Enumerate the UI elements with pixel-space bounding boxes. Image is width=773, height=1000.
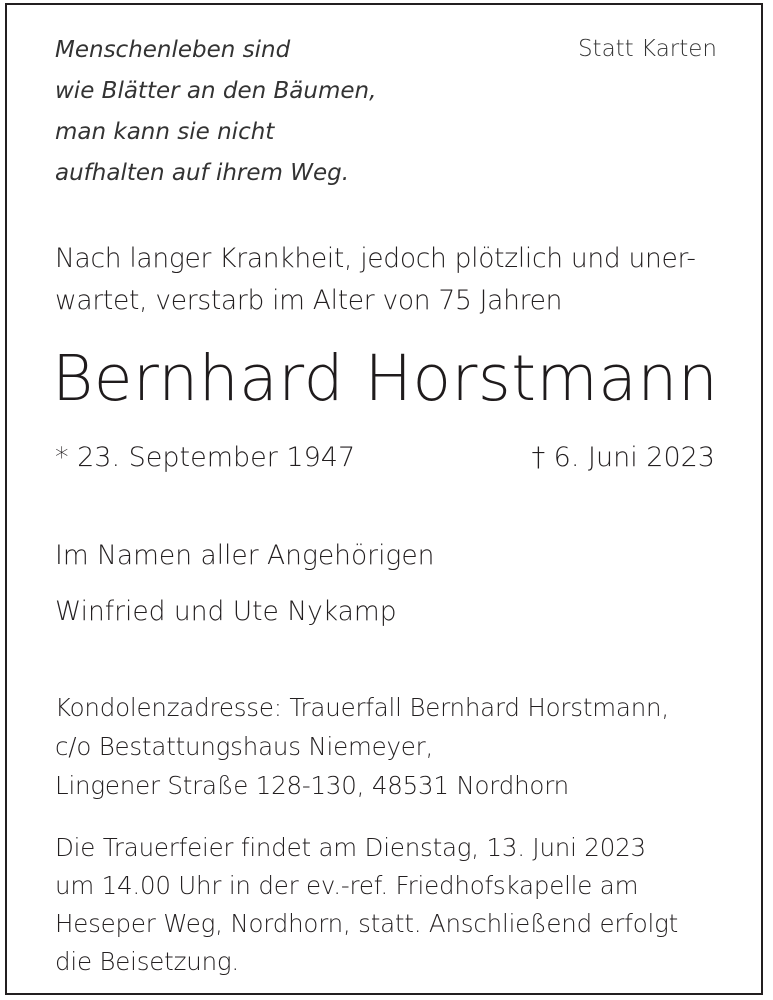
intro-line: wartet, verstarb im Alter von 75 Jahren bbox=[55, 285, 563, 316]
intro-text bbox=[55, 238, 696, 322]
statt-karten-label: Statt Karten bbox=[577, 36, 717, 62]
poem-line: wie Blätter an den Bäumen, bbox=[55, 78, 377, 104]
funeral-line: Heseper Weg, Nordhorn, statt. Anschließend erfolgt bbox=[55, 909, 679, 938]
on-behalf-text: Im Namen aller Angehörigen bbox=[55, 540, 435, 571]
condolence-address bbox=[55, 688, 669, 805]
poem-line: aufhalten auf ihrem Weg. bbox=[55, 160, 350, 186]
family-names: Winfried und Ute Nykamp bbox=[55, 596, 397, 627]
poem bbox=[55, 30, 376, 194]
funeral-line: um 14.00 Uhr in der ev.-ref. Friedhofskapelle am bbox=[55, 871, 639, 900]
condolence-line: Lingener Straße 128-130, 48531 Nordhorn bbox=[55, 771, 569, 800]
funeral-line: die Beisetzung. bbox=[55, 947, 239, 976]
deceased-name: Bernhard Horstmann bbox=[52, 342, 719, 415]
intro-line: Nach langer Krankheit, jedoch plötzlich und uner- bbox=[55, 243, 696, 274]
funeral-line: Die Trauerfeier findet am Dienstag, 13. Juni 2023 bbox=[55, 833, 646, 862]
funeral-info bbox=[55, 829, 678, 981]
poem-line: man kann sie nicht bbox=[55, 119, 275, 145]
poem-line: Menschenleben sind bbox=[55, 37, 291, 63]
condolence-line: c/o Bestattungshaus Niemeyer, bbox=[55, 732, 434, 761]
birth-date: * 23. September 1947 bbox=[55, 442, 356, 473]
condolence-line: Kondolenzadresse: Trauerfall Bernhard Horstmann, bbox=[55, 693, 669, 722]
death-date: † 6. Juni 2023 bbox=[531, 442, 715, 473]
